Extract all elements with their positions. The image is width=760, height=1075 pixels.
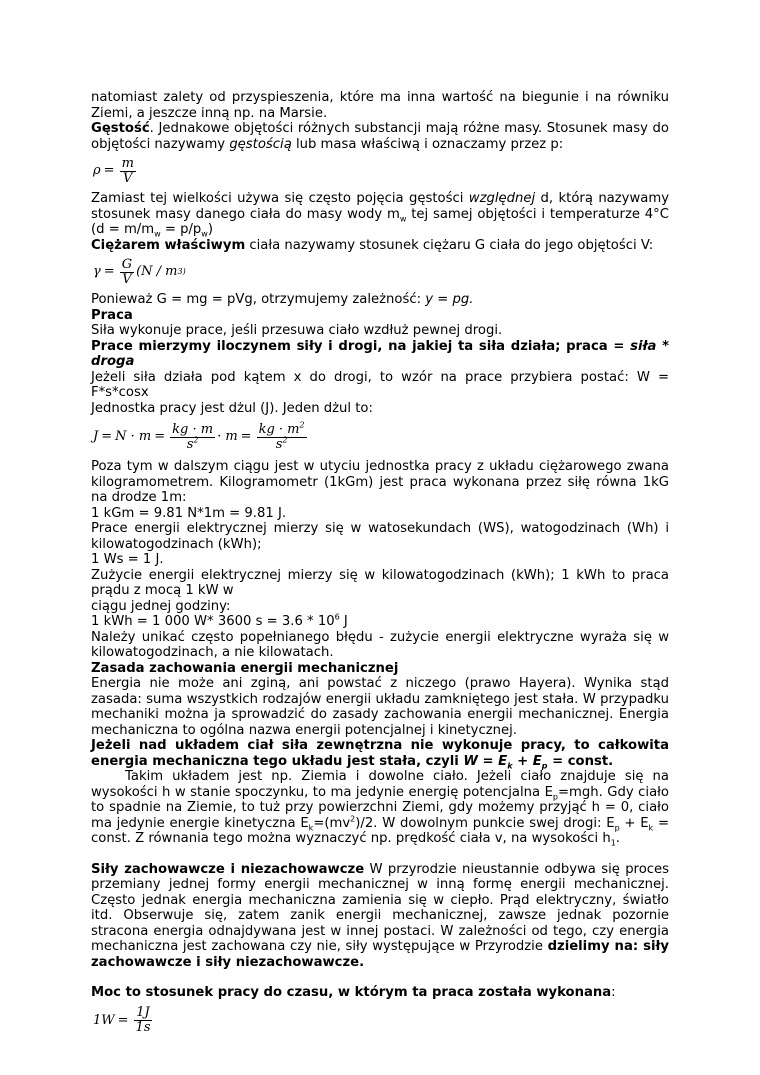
text: J: [339, 614, 348, 629]
fraction-numerator: kg · m: [172, 421, 214, 437]
text: = const. Z równania tego można wyznaczyć np. prędkość ciała v, na wysokości h: [91, 815, 669, 846]
formula-watt-symbol: 1W: [93, 1012, 115, 1028]
fraction-denominator: V: [123, 170, 133, 186]
paragraph-intro: natomiast zalety od przyspieszenia, które ma inna wartość na biegunie i na równiku Ziemi, a jeszcze inną np. na Marsie.: [91, 90, 669, 121]
formula-gamma-symbol: γ: [93, 264, 101, 280]
text: ): [207, 222, 213, 237]
formula-equals: =: [103, 264, 115, 280]
subscript: p: [541, 761, 548, 771]
subscript: w: [201, 229, 208, 239]
superscript: 6: [334, 612, 340, 622]
text: tej samej objętości i temperaturze 4°C (d = m/m: [91, 206, 669, 237]
paragraph-work-measure: [91, 339, 669, 370]
text-bold: dzielimy na: siły zachowawcze i siły niezachowawcze.: [91, 939, 669, 970]
paragraph-one-hour: ciągu jednej godziny:: [91, 598, 231, 614]
formula-unit: (N / m: [136, 264, 178, 280]
formula-fraction: [170, 423, 215, 452]
paragraph-consumption: Zużycie energii elektrycznej mierzy się w kilowatogodzinach (kWh); 1 kWh to praca prądu z mocą 1 kW w: [91, 567, 669, 598]
text: s: [275, 436, 283, 452]
text: d, którą nazywamy stosunek masy danego ciała do masy wody m: [91, 191, 669, 222]
formula-fraction: [120, 157, 136, 186]
fraction-denominator: 1s: [135, 1020, 151, 1035]
paragraph-kilogrammeter: Poza tym w dalszym ciągu jest w utyciu jednostka pracy z układu ciężarowego zwana kilogramometrem. Kilogramometr (1kGm) jest praca wykonana przez siłę równa 1kG na drodze 1m:: [91, 459, 669, 505]
formula-fraction: [134, 1006, 153, 1035]
paragraph-density: [91, 121, 669, 152]
density-term: gęstością: [229, 136, 292, 152]
text: kg · m: [258, 421, 300, 437]
paragraph-electric-energy: Prace energii elektrycznej mierzy się w watosekundach (WS), watogodzinach (Wh) i kilowatogodzinach (kWh);: [91, 521, 669, 552]
subscript: p: [552, 792, 558, 802]
text: Ponieważ G = mg = pVg, otrzymujemy zależność:: [91, 292, 426, 307]
formula-equals: =: [101, 429, 113, 445]
power-definition: Moc to stosunek pracy do czasu, w którym ta praca została wykonana: [91, 985, 612, 1000]
fraction-denominator: V: [122, 271, 132, 287]
subscript: p: [614, 823, 620, 833]
text: = const.: [547, 753, 614, 769]
relative-term: względnej: [468, 191, 536, 206]
paragraph-relative-density: [91, 191, 669, 238]
formula-equals: =: [103, 163, 115, 179]
formula-rho-symbol: ρ: [93, 163, 101, 179]
paragraph-work-definition: Siła wykonuje prace, jeśli przesuwa ciało wzdłuż pewnej drogi.: [91, 323, 503, 338]
density-heading: Gęstość: [91, 121, 150, 136]
text: W = E: [463, 753, 508, 769]
text: ciała nazywamy stosunek ciężaru G ciała do jego objętości V:: [245, 237, 654, 253]
subscript: w: [154, 229, 161, 239]
text: + E: [512, 753, 542, 769]
paragraph-earth-example: [91, 769, 669, 847]
subscript: k: [648, 823, 654, 833]
paragraph-conservative-forces: [91, 862, 669, 971]
formula-power: [93, 1002, 669, 1040]
formula-equals: =: [240, 429, 252, 445]
paragraph-energy-conservation: Energia nie może ani zginą, ani powstać z niczego (prawo Hayera). Wynika stąd zasada: suma wszystkich rodzajów energii układu zamkniętego jest stała. W przypadku mechaniki można ja sprowadzić do zasady zachowania energii mechanicznej. Energia mechaniczna to ogólna nazwa energii potencjalnej i kinetycznej.: [91, 676, 669, 738]
spacer: [91, 847, 669, 862]
paragraph-joule-unit: Jednostka pracy jest dżul (J). Jeden dżul to:: [91, 400, 373, 416]
text: =mgh. Gdy ciało to spadnie na Ziemie, to tuż przy powierzchni Ziemi, gdy możemy przyjąć h = 0, ciało ma jedynie energie kinetyczna E: [91, 784, 669, 831]
formula-density: [93, 153, 669, 189]
text: = p/p: [160, 222, 202, 237]
spacer: [91, 970, 669, 985]
conservative-forces-heading: Siły zachowawcze i niezachowawcze: [91, 861, 365, 877]
text: W przyrodzie nieustannie odbywa się proces przemiany jednej formy energii mechanicznej w inną formę energii mechanicznej. Często jednak energia mechaniczna zamienia się w ciepło. Prąd elektryczny, światło itd. Obserwuje się, zatem zanik energii mechanicznej, zawsze jednak pozornie stracona energia odnajdywana jest w innej postaci. W zależności od tego, czy energia mechaniczna jest zachowana czy nie, siły występujące w Przyrodzie: [91, 861, 669, 954]
fraction-numerator: 1J: [136, 1005, 150, 1020]
superscript: 2: [299, 420, 305, 430]
paragraph-energy-law: [91, 738, 669, 769]
formula-inline: y = pg.: [425, 292, 474, 307]
document-page: [91, 90, 669, 1042]
text: Jeżeli nad układem ciał siła zewnętrzna nie wykonuje pracy, to całkowita energia mechaniczna tego układu jest stała, czyli: [91, 738, 669, 769]
formula-fraction: [257, 420, 307, 452]
fraction-denominator: [274, 435, 290, 452]
superscript: 2: [282, 435, 288, 445]
formula-term: N · m: [115, 429, 152, 445]
formula-equals: =: [117, 1012, 129, 1028]
paragraph-angle: Jeżeli siła działa pod kątem x do drogi, to wzór na prace przybiera postać: W = F*s*cosx: [91, 369, 669, 400]
formula-equals: =: [154, 429, 166, 445]
formula-specific-weight: γ = $\frac{G}{V}$ (N / m 3): [93, 256, 186, 287]
heading-energy-conservation: Zasada zachowania energii mechanicznej: [91, 660, 399, 676]
paragraph-common-error: Należy unikać często popełnianego błędu - zużycie energii elektryczne wyraża się w kilowatogodzinach, a nie kilowatach.: [91, 629, 669, 660]
subscript: 1: [610, 838, 616, 848]
text-italic: siła * droga: [91, 338, 669, 369]
text: 1 kWh = 1 000 W* 3600 s = 3.6 * 10: [91, 614, 335, 629]
formula-term: · m: [217, 429, 238, 445]
equation-kwh: [91, 614, 669, 630]
density-text: . Jednakowe objętości różnych substancji mają różne masy. Stosunek masy do objętości nazywamy: [91, 121, 669, 152]
text: Prace mierzymy iloczynem siły i drogi, na jakiej ta siła działa; praca =: [91, 338, 631, 354]
equation-ws: 1 Ws = 1 J.: [91, 552, 164, 567]
formula-inline: [463, 754, 547, 769]
paragraph-since: [91, 292, 669, 308]
formula-fraction: [120, 258, 134, 287]
formula-j-symbol: J: [93, 429, 99, 445]
text: :: [611, 985, 616, 1000]
density-text-2: lub masa właściwą i oznaczamy przez p:: [291, 136, 564, 152]
formula-joule: [93, 417, 669, 457]
text: + E: [619, 815, 649, 831]
specific-weight-heading: Ciężarem właściwym: [91, 237, 246, 253]
superscript: 2: [193, 435, 199, 445]
paragraph-specific-weight: [91, 238, 669, 254]
text: =(mv: [313, 815, 351, 831]
heading-work: Praca: [91, 307, 133, 323]
paragraph-power: [91, 985, 669, 1001]
text: s: [186, 436, 194, 452]
fraction-numerator: m: [121, 155, 134, 171]
text: .: [615, 831, 620, 846]
text: )/2. W dowolnym punkcie swej drogi: E: [355, 815, 615, 831]
fraction-numerator: G: [121, 256, 133, 272]
superscript: 2: [350, 814, 356, 824]
subscript: k: [507, 761, 513, 771]
subscript: w: [399, 214, 407, 224]
equation-kgm: 1 kGm = 9.81 N*1m = 9.81 J.: [91, 505, 287, 521]
text: Zamiast tej wielkości używa się często pojęcia gęstości: [91, 191, 469, 206]
fraction-denominator: [185, 435, 201, 452]
text: Takim układem jest np. Ziemia i dowolne ciało. Jeżeli ciało znajduje się na wysokości h w stanie spoczynku, to ma jedynie energię potencjalna E: [91, 769, 669, 800]
subscript: k: [308, 823, 314, 833]
